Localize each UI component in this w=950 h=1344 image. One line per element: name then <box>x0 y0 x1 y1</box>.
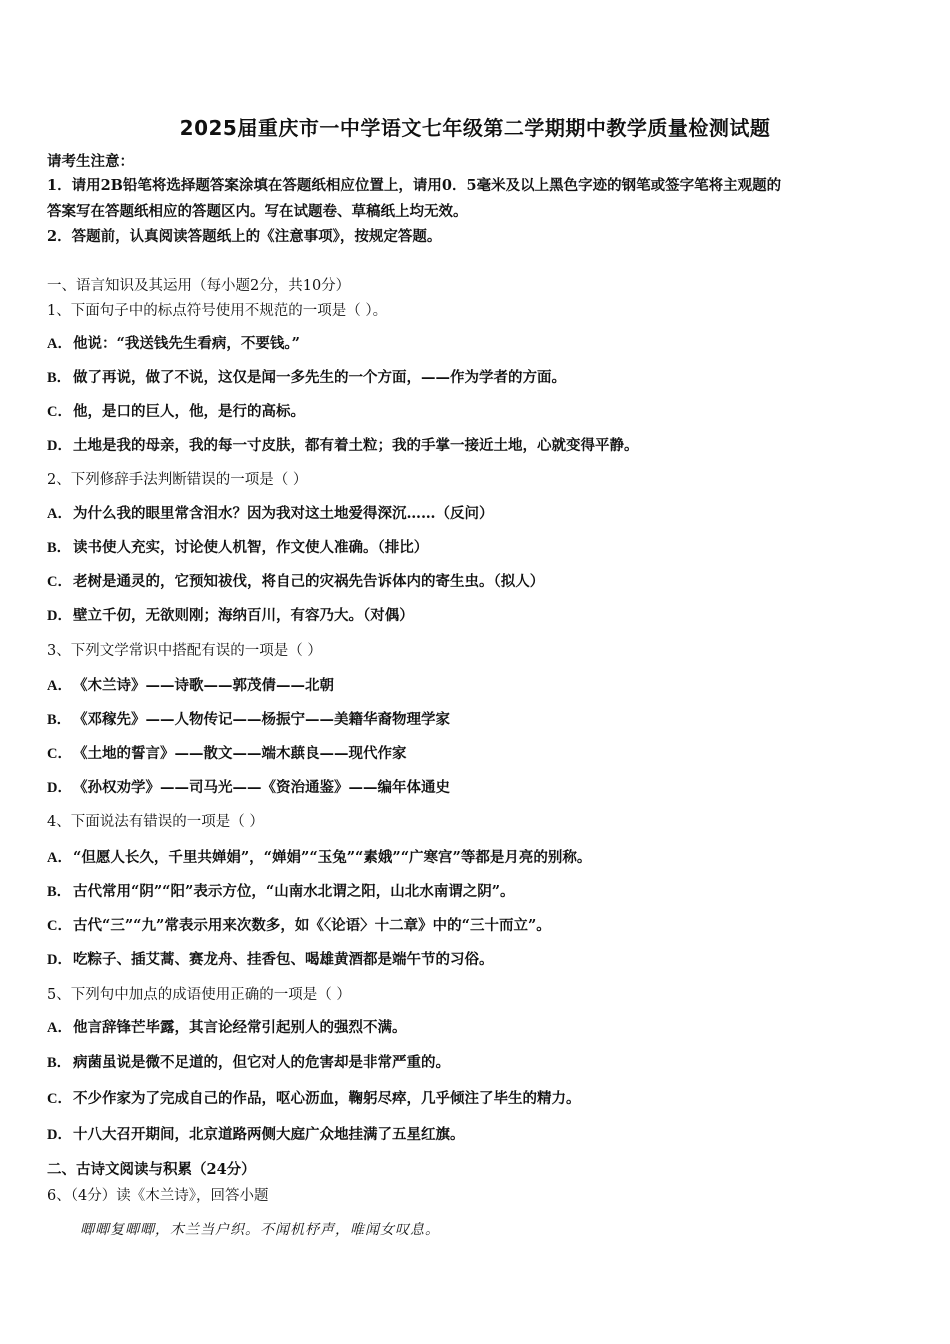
question-1-stem: 1、下面句子中的标点符号使用不规范的一项是（ ）。 <box>47 303 388 319</box>
question-1-option-c <box>47 402 305 422</box>
option-label: B． <box>47 540 72 556</box>
option-text: 古代“三”“九”常表示用来次数多，如《〈论语〉十二章》中的“三十而立”。 <box>73 917 551 934</box>
option-text: 吃粽子、插艾蒿、赛龙舟、挂香包、喝雄黄酒都是端午节的习俗。 <box>73 951 494 968</box>
poem-line: 唧唧复唧唧，木兰当户织。不闻机杼声，唯闻女叹息。 <box>80 1222 440 1238</box>
question-4-stem: 4、下面说法有错误的一项是（ ） <box>47 814 264 830</box>
question-4-option-b <box>47 882 515 902</box>
option-label: C． <box>47 404 72 420</box>
question-2-option-d <box>47 606 414 626</box>
section-1-heading: 一、语言知识及其运用（每小题2分，共10分） <box>47 278 351 294</box>
option-text: 《邓稼先》——人物传记——杨振宁——美籍华裔物理学家 <box>73 711 450 728</box>
option-text: 他言辞锋芒毕露，其言论经常引起别人的强烈不满。 <box>73 1019 407 1036</box>
question-2-option-b <box>47 538 428 558</box>
option-label: A． <box>47 850 72 866</box>
option-text: 壁立千仞，无欲则刚；海纳百川，有容乃大。（对偶） <box>73 607 414 624</box>
option-label: D． <box>47 1127 72 1143</box>
option-label: D． <box>47 608 72 624</box>
option-text: 《孙权劝学》——司马光——《资治通鉴》——编年体通史 <box>73 779 450 796</box>
option-label: B． <box>47 1055 72 1071</box>
option-label: B． <box>47 370 72 386</box>
option-label: C． <box>47 1091 72 1107</box>
option-text: 为什么我的眼里常含泪水？因为我对这土地爱得深沉……（反问） <box>73 505 494 522</box>
question-3-option-b <box>47 710 450 730</box>
option-label: D． <box>47 780 72 796</box>
question-2-option-a <box>47 504 494 524</box>
option-label: C． <box>47 746 72 762</box>
option-text: 土地是我的母亲，我的每一寸皮肤，都有着土粒；我的手掌一接近土地，心就变得平静。 <box>73 437 639 454</box>
notice-item-2: 2．答题前，认真阅读答题纸上的《注意事项》，按规定答题。 <box>47 228 442 245</box>
page-title: 2025届重庆市一中学语文七年级第二学期期中教学质量检测试题 <box>179 116 771 140</box>
option-label: B． <box>47 884 72 900</box>
question-3-stem: 3、下列文学常识中搭配有误的一项是（ ） <box>47 643 322 659</box>
option-text: 读书使人充实，讨论使人机智，作文使人准确。（排比） <box>73 539 429 556</box>
question-2-stem: 2、下列修辞手法判断错误的一项是（ ） <box>47 472 308 488</box>
question-5-option-c <box>47 1089 581 1109</box>
notice-item-1-line-2: 答案写在答题纸相应的答题区内。写在试题卷、草稿纸上均无效。 <box>47 203 468 220</box>
question-3-option-a <box>47 676 334 696</box>
option-text: 十八大召开期间，北京道路两侧大庭广众地挂满了五星红旗。 <box>73 1126 465 1143</box>
option-label: C． <box>47 574 72 590</box>
option-label: D． <box>47 952 72 968</box>
option-label: D． <box>47 438 72 454</box>
option-text: 老树是通灵的，它预知祓伐，将自己的灾祸先告诉体内的寄生虫。（拟人） <box>73 573 545 590</box>
option-label: C． <box>47 918 72 934</box>
option-text: 他，是口的巨人，他，是行的高标。 <box>73 403 305 420</box>
option-label: B． <box>47 712 72 728</box>
question-5-option-a <box>47 1018 407 1038</box>
option-text: 不少作家为了完成自己的作品，呕心沥血，鞠躬尽瘁，几乎倾注了毕生的精力。 <box>73 1090 581 1107</box>
notice-item-1-line-1: 1．请用2B铅笔将选择题答案涂填在答题纸相应位置上，请用0．5毫米及以上黑色字迹的钢笔或签字笔将主观题的 <box>47 177 782 194</box>
question-4-option-a <box>47 848 591 868</box>
option-text: 《木兰诗》——诗歌——郭茂倩——北朝 <box>73 677 334 694</box>
option-text: 病菌虽说是微不足道的，但它对人的危害却是非常严重的。 <box>73 1054 450 1071</box>
question-1-option-b <box>47 368 566 388</box>
option-text: 古代常用“阴”“阳”表示方位，“山南水北谓之阳，山北水南谓之阴”。 <box>73 883 515 900</box>
question-1-option-d <box>47 436 639 456</box>
question-4-option-d <box>47 950 494 970</box>
question-2-option-c <box>47 572 544 592</box>
notice-heading: 请考生注意： <box>47 153 134 170</box>
section-2-heading: 二、古诗文阅读与积累（24分） <box>47 1161 256 1178</box>
question-5-option-d <box>47 1125 465 1145</box>
option-text: “但愿人长久，千里共婵娟”，“婵娟”“玉兔”“素娥”“广寒宫”等都是月亮的别称。 <box>73 849 592 866</box>
question-3-option-d <box>47 778 450 798</box>
question-4-option-c <box>47 916 551 936</box>
option-label: A． <box>47 506 72 522</box>
option-label: A． <box>47 1020 72 1036</box>
question-5-stem: 5、下列句中加点的成语使用正确的一项是（ ） <box>47 987 351 1003</box>
option-text: 《土地的誓言》——散文——端木蕻良——现代作家 <box>73 745 407 762</box>
question-6-stem: 6、（4分）读《木兰诗》，回答小题 <box>47 1188 269 1204</box>
option-label: A． <box>47 336 72 352</box>
option-label: A． <box>47 678 72 694</box>
question-1-option-a <box>47 334 300 354</box>
question-3-option-c <box>47 744 407 764</box>
question-5-option-b <box>47 1053 450 1073</box>
option-text: 他说：“我送钱先生看病，不要钱。” <box>73 335 300 352</box>
option-text: 做了再说，做了不说，这仅是闻一多先生的一个方面，——作为学者的方面。 <box>73 369 566 386</box>
